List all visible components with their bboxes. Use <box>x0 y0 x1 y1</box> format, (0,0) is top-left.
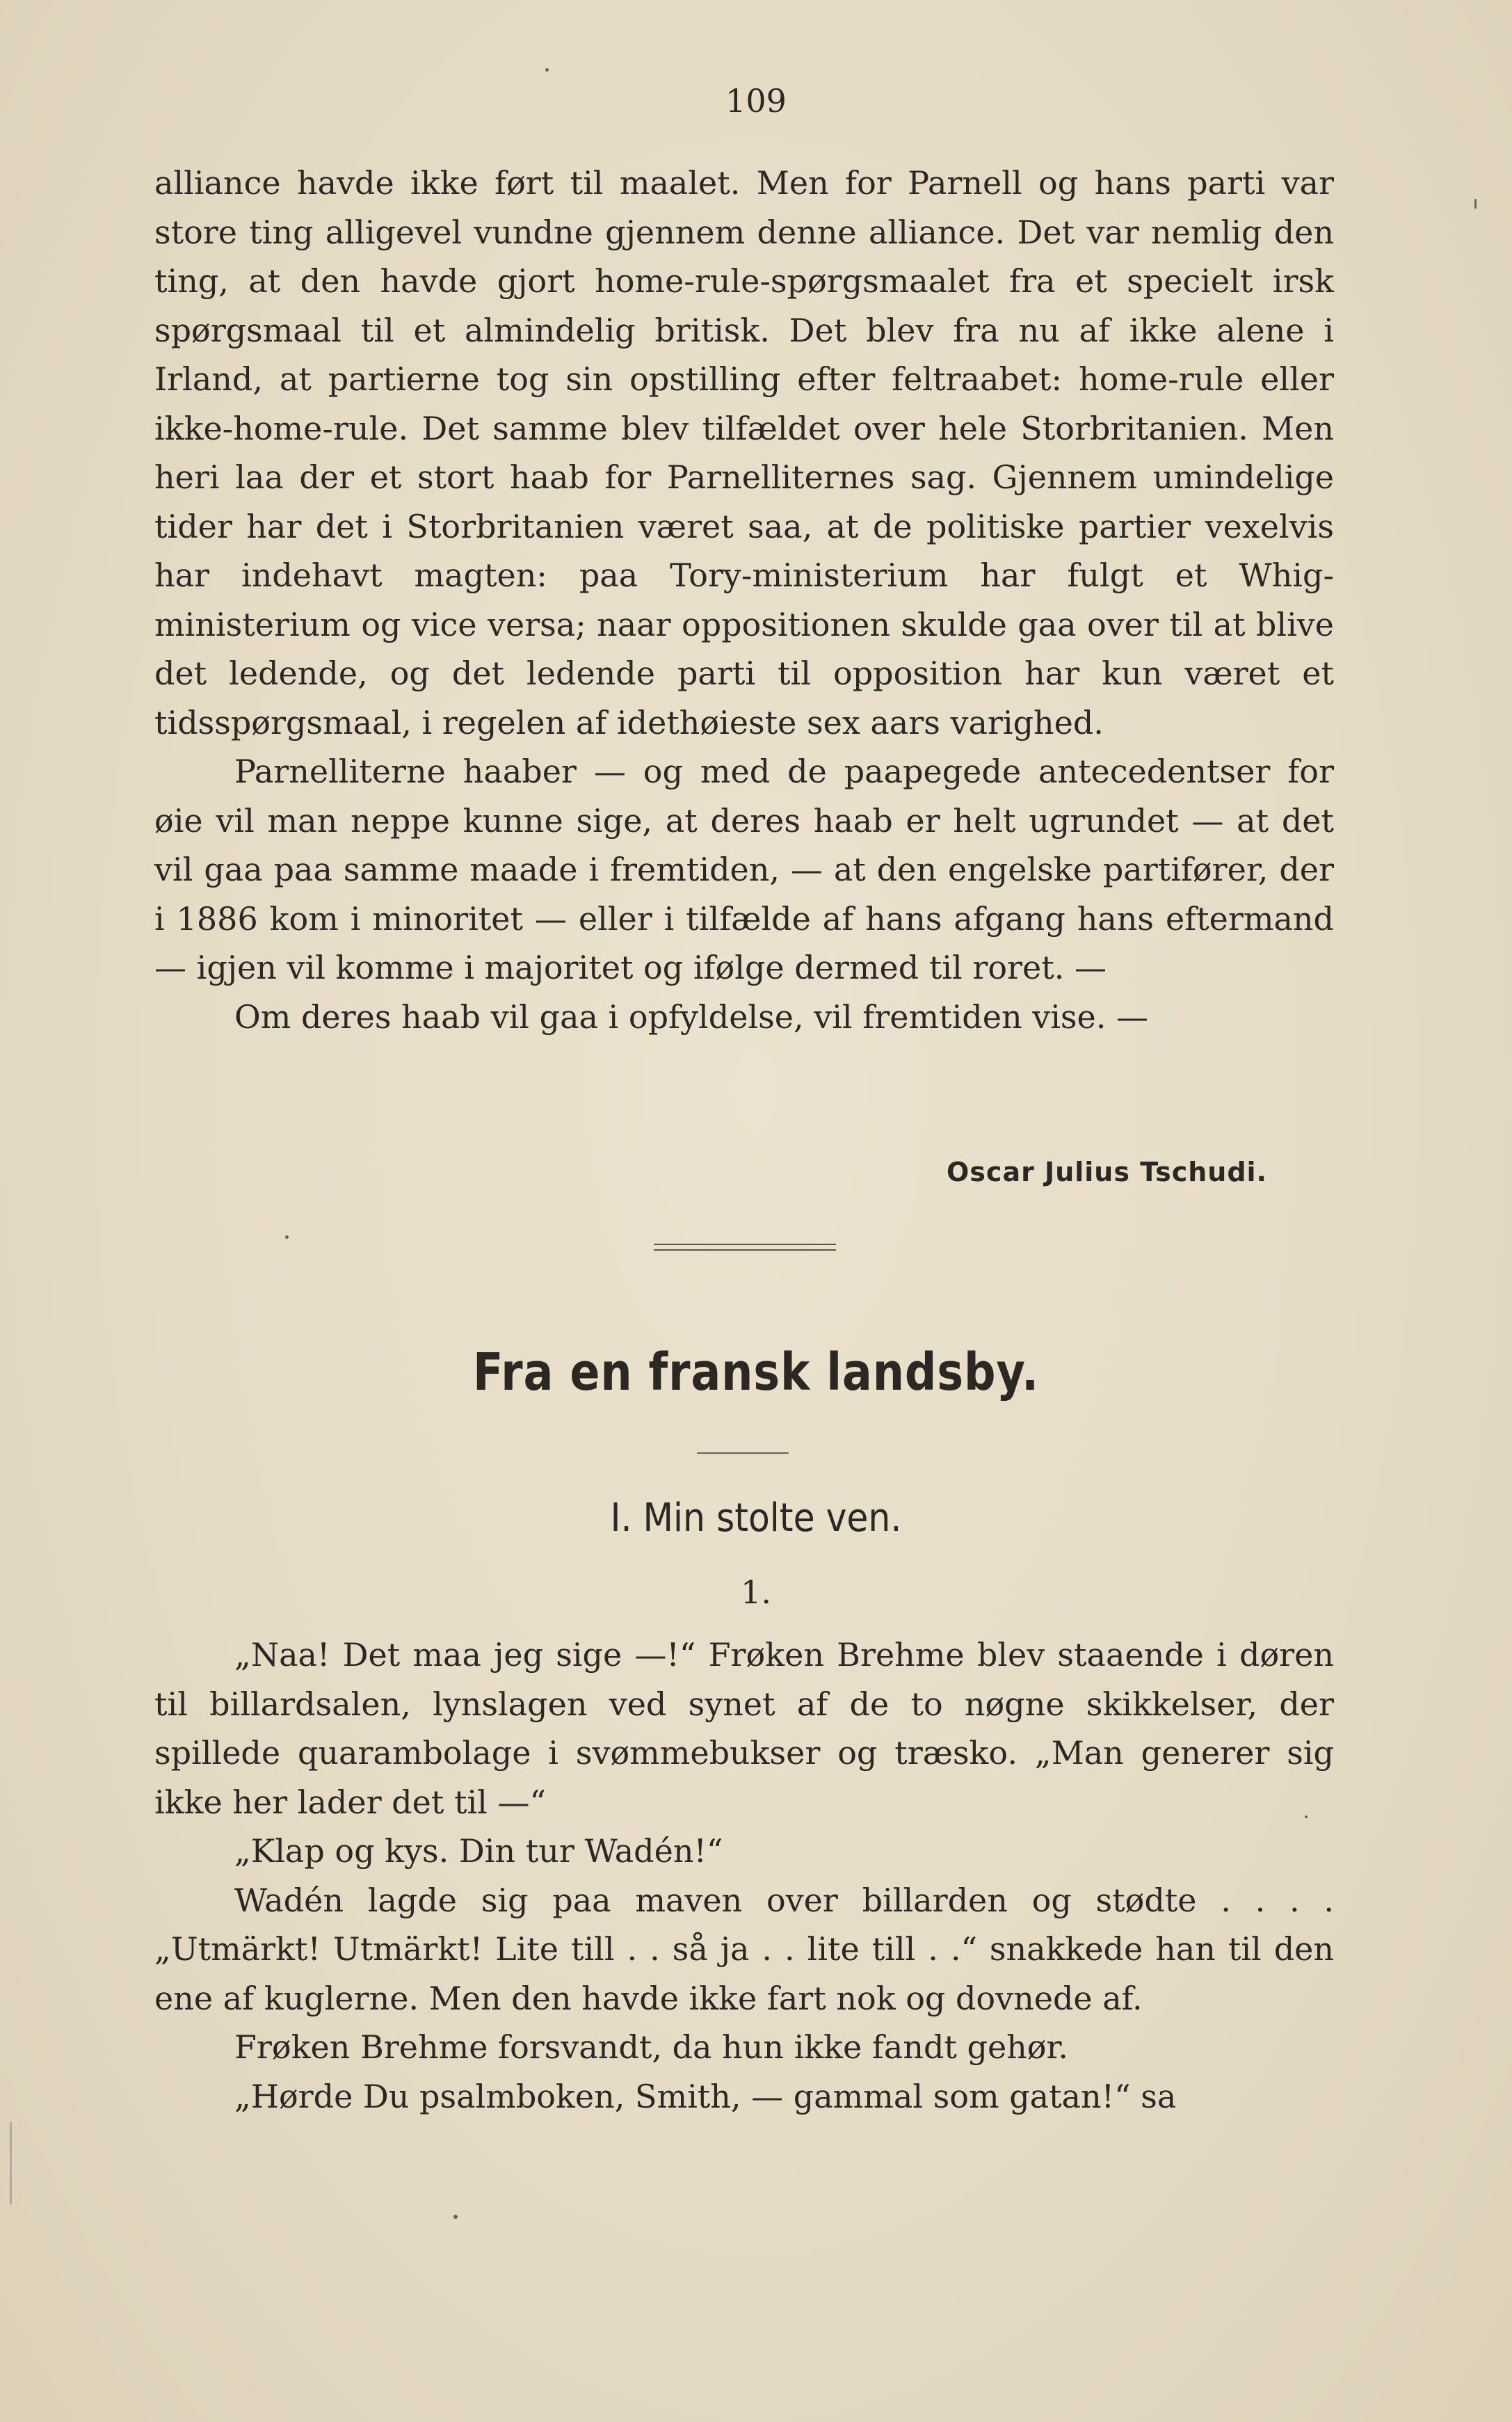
paragraph: „Naa! Det maa jeg sige —!“ Frøken Brehme blev staaende i døren til billardsalen, lynslagen ved synet af de to nøgne skikkelser, der spillede quarambolage i svømmebukser og træsko. „Man generer sig ikke her lader det til —“ <box>154 1636 1334 1821</box>
paper-speck <box>453 2215 458 2219</box>
paper-speck <box>1474 199 1477 209</box>
paragraph: alliance havde ikke ført til maalet. Men for Parnell og hans parti var store ting alligevel vundne gjennem denne alliance. Det var nemlig den ting, at den havde gjort home-rule-spørgsmaalet fra et specielt irsk spørgsmaal til et almindelig britisk. Det blev fra nu af ikke alene i Irland, at partierne tog sin opstilling efter feltraabet: home-rule eller ikke-home-rule. Det samme blev tilfældet over hele Storbritanien. Men heri laa der et stort haab for Parnelliternes sag. Gjennem umindelige tider har det i Storbritanien været saa, at de politiske partier vexelvis har indehavt magten: paa Tory-ministerium har fulgt et Whig-ministerium og vice versa; naar oppositionen skulde gaa over til at blive det ledende, og det ledende parti til opposition har kun været et tidsspørgsmaal, i regelen af idethøieste sex aars varighed. <box>154 164 1334 741</box>
paper-speck <box>545 68 549 72</box>
paragraph: „Klap og kys. Din tur Wadén!“ <box>234 1832 723 1870</box>
page-number: 109 <box>725 82 787 120</box>
paragraph: Parnelliterne haaber — og med de paapegede antecedentser for øie vil man neppe kunne sige, at deres haab er helt ugrundet — at det vil gaa paa samme maade i fremtiden, — at den engelske partifører, der i 1886 kom i minoritet — eller i tilfælde af hans afgang hans eftermand — igjen vil komme i majoritet og ifølge dermed til roret. — <box>154 753 1334 986</box>
paper-speck <box>1305 1815 1308 1818</box>
paper-edge-mark <box>10 2122 12 2205</box>
second-article-body <box>154 1630 1334 2121</box>
paragraph: Om deres haab vil gaa i opfyldelse, vil fremtiden vise. — <box>234 997 1148 1036</box>
title-divider <box>697 1452 789 1454</box>
paragraph: Frøken Brehme forsvandt, da hun ikke fandt gehør. <box>234 2028 1069 2066</box>
paper-speck <box>285 1235 289 1239</box>
first-article-body <box>154 159 1334 1041</box>
chapter-title: I. Min stolte ven. <box>610 1495 902 1541</box>
section-divider <box>654 1244 836 1251</box>
paragraph: „Hørde Du psalmboken, Smith, — gammal som gatan!“ sa <box>234 2077 1177 2115</box>
article-title: Fra en fransk landsby. <box>473 1342 1039 1402</box>
author-signature: Oscar Julius Tschudi. <box>947 1157 1267 1187</box>
section-number: 1. <box>741 1573 771 1611</box>
paragraph: Wadén lagde sig paa maven over billarden og stødte . . . . „Utmärkt! Utmärkt! Lite till . . så ja . . lite till . .“ snakkede han til den ene af kuglerne. Men den havde ikke fart nok og dovnede af. <box>154 1881 1334 2017</box>
